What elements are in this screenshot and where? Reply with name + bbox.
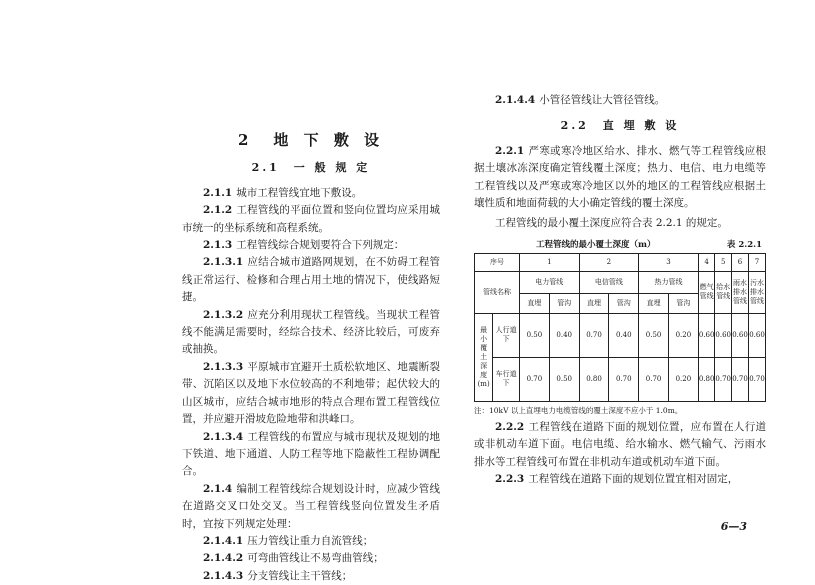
cell: 0.60 bbox=[715, 313, 732, 357]
cell: 0.40 bbox=[609, 313, 639, 357]
group-power: 电力管线 bbox=[520, 271, 580, 293]
chapter-title: 2 地 下 敷 设 bbox=[237, 131, 385, 149]
section-title-2-2: 2.2 直 埋 敷 设 bbox=[560, 119, 680, 133]
table-title: 工程管线的最小覆土深度（m） bbox=[536, 239, 656, 250]
cell: 0.70 bbox=[732, 357, 749, 401]
sub-header: 管沟 bbox=[549, 293, 579, 313]
seq-2: 2 bbox=[579, 253, 639, 271]
seq-label: 序号 bbox=[475, 253, 520, 271]
sub-header: 直埋 bbox=[520, 293, 550, 313]
table-number: 表 2.2.1 bbox=[726, 239, 762, 250]
cell: 0.70 bbox=[715, 357, 732, 401]
seq-6: 6 bbox=[732, 253, 749, 271]
sub-header: 直埋 bbox=[579, 293, 609, 313]
clause-2-1-4-2: 2.1.4.2 可弯曲管线让不易弯曲管线； bbox=[203, 552, 384, 565]
clause-2-1-2: 2.1.2 工程管线的平面位置和竖向位置均应采用城市统一的坐标系统和高程系统。 bbox=[182, 204, 440, 234]
clause-2-1-4-1: 2.1.4.1 压力管线让重力自流管线； bbox=[203, 534, 374, 547]
section-title-2-1: 2.1 一 般 规 定 bbox=[251, 161, 371, 175]
cell: 0.70 bbox=[749, 357, 766, 401]
clause-2-1-4: 2.1.4 编制工程管线综合规划设计时，应减少管线在道路交叉口处交叉。当工程管线竖向位置发生矛盾时，宜按下列规定处理： bbox=[182, 482, 440, 530]
clause-2-1-4-4: 2.1.4.4 小管径管线让大管径管线。 bbox=[495, 94, 666, 106]
cell: 0.50 bbox=[520, 313, 550, 357]
cell: 0.60 bbox=[698, 313, 715, 357]
clause-2-1-3: 2.1.3 工程管线综合规划要符合下列规定： bbox=[203, 239, 405, 252]
row-label: 车行道下 bbox=[493, 357, 520, 401]
sub-header: 直埋 bbox=[639, 293, 669, 313]
single-gas: 燃气管线 bbox=[698, 271, 715, 313]
cell: 0.60 bbox=[749, 313, 766, 357]
cell: 0.60 bbox=[732, 313, 749, 357]
table-row bbox=[475, 253, 766, 271]
clause-2-2-1: 2.2.1 严寒或寒冷地区给水、排水、燃气等工程管线应根据土壤冰冻深度确定管线覆土深度；热力、电信、电力电缆等工程管线以及严寒或寒冷地区以外的地区的工程管线应根据土壤性质和地面荷载的大小确定管线的覆土深度。 bbox=[474, 144, 766, 210]
table-caption bbox=[474, 237, 766, 253]
table-row bbox=[475, 271, 766, 293]
cell: 0.50 bbox=[549, 357, 579, 401]
seq-7: 7 bbox=[749, 253, 766, 271]
cell: 0.20 bbox=[668, 357, 698, 401]
cover-depth-table bbox=[474, 253, 766, 402]
seq-4: 4 bbox=[698, 253, 715, 271]
seq-3: 3 bbox=[639, 253, 699, 271]
table-row bbox=[475, 357, 766, 401]
table-row bbox=[475, 313, 766, 357]
cell: 0.70 bbox=[609, 357, 639, 401]
single-rain: 雨水排水管线 bbox=[732, 271, 749, 313]
cell: 0.20 bbox=[668, 313, 698, 357]
cell: 0.80 bbox=[698, 357, 715, 401]
cell: 0.70 bbox=[579, 313, 609, 357]
clause-2-1-3-3: 2.1.3.3 平原城市宜避开土质松软地区、地震断裂带、沉陷区以及地下水位较高的不利地带；起伏较大的山区城市，应结合城市地形的特点合理布置工程管线位置，并应避开滑坡危险地带和洪峰口。 bbox=[182, 360, 440, 426]
clause-2-1-4-3: 2.1.4.3 分支管线让主干管线； bbox=[203, 569, 353, 582]
clause-2-1-3-4: 2.1.3.4 工程管线的布置应与城市现状及规划的地下铁道、地下通道、人防工程等地下隐蔽性工程协调配合。 bbox=[182, 430, 440, 478]
clause-2-2-3: 2.2.3 工程管线在道路下面的规划位置宜相对固定， bbox=[495, 473, 739, 486]
cell: 0.50 bbox=[639, 313, 669, 357]
cell: 0.80 bbox=[579, 357, 609, 401]
right-column bbox=[474, 92, 766, 488]
page-number: 6—3 bbox=[720, 520, 747, 533]
cell: 0.70 bbox=[520, 357, 550, 401]
left-column bbox=[182, 132, 440, 585]
seq-5: 5 bbox=[715, 253, 732, 271]
single-sewage: 污水排水管线 bbox=[749, 271, 766, 313]
depth-label: 最小覆土深度(m) bbox=[475, 313, 493, 401]
clause-2-2-2: 2.2.2 工程管线在道路下面的规划位置，应布置在人行道或非机动车道下面。电信电缆、给水输水、燃气输气、污雨水排水等工程管线可布置在非机动车道或机动车道下面。 bbox=[474, 420, 766, 468]
table-note: 注：10kV 以上直埋电力电缆管线的覆土深度不应小于 1.0m。 bbox=[474, 405, 683, 415]
cell: 0.40 bbox=[549, 313, 579, 357]
sub-header: 管沟 bbox=[609, 293, 639, 313]
clause-2-1-1: 2.1.1 城市工程管线宜地下敷设。 bbox=[203, 186, 363, 199]
group-telecom: 电信管线 bbox=[579, 271, 639, 293]
clause-2-1-3-2: 2.1.3.2 应充分利用现状工程管线。当现状工程管线不能满足需要时，经综合技术、经济比较后，可废弃或抽换。 bbox=[182, 308, 440, 356]
name-label: 管线名称 bbox=[475, 271, 520, 313]
seq-1: 1 bbox=[520, 253, 580, 271]
group-heat: 热力管线 bbox=[639, 271, 699, 293]
cell: 0.70 bbox=[639, 357, 669, 401]
single-water: 给水管线 bbox=[715, 271, 732, 313]
clause-2-1-3-1: 2.1.3.1 应结合城市道路网规划，在不妨碍工程管线正常运行、检修和合理占用土地的情况下，使线路短捷。 bbox=[182, 256, 440, 304]
row-label: 人行道下 bbox=[493, 313, 520, 357]
sub-header: 管沟 bbox=[668, 293, 698, 313]
table-intro: 工程管线的最小覆土深度应符合表 2.2.1 的规定。 bbox=[495, 217, 728, 230]
